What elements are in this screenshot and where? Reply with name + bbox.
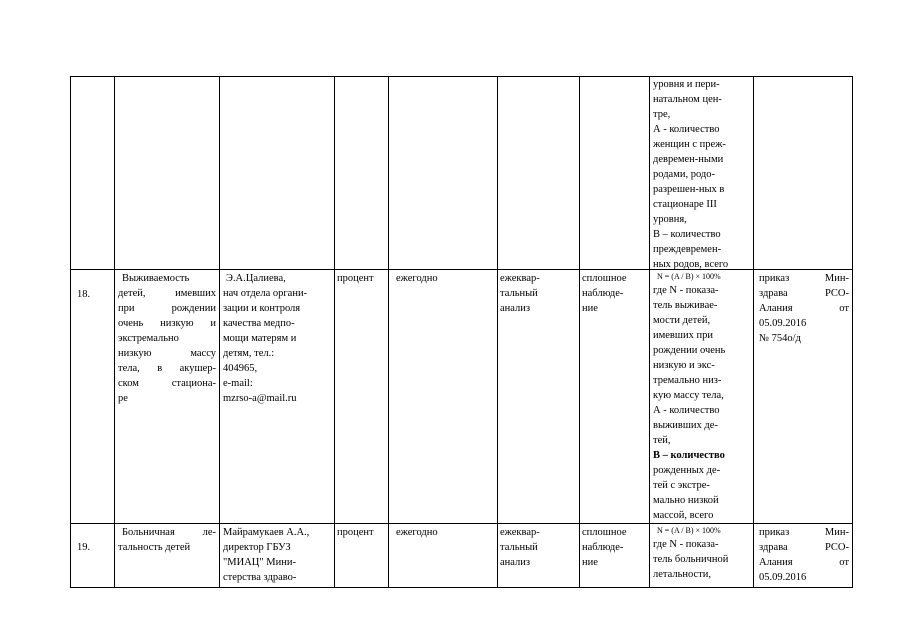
report-cell: ежеквар- тальный анализ bbox=[500, 273, 540, 314]
col-border-7 bbox=[649, 76, 650, 588]
report-cell: ежеквар- тальный анализ bbox=[500, 527, 540, 568]
responsible-person-cell: Майрамукаев А.А., директор ГБУЗ "МИАЦ" Мини- стерства здраво- bbox=[223, 527, 310, 583]
col-border-0 bbox=[70, 76, 71, 588]
col-border-8 bbox=[753, 76, 754, 588]
formula-cell: уровня и пери- натальном цен- тре, А - количество женщин с преж- девремен-ными родами, родо- разрешен-ных в стационаре III уровня, В – количество преждевремен- ных родов, всего bbox=[653, 79, 729, 270]
formula-expression: N = (A / B) × 100% bbox=[657, 526, 721, 535]
formula-cell: N = (A / B) × 100% где N - показа- тель выживае- мости детей, имевших при рождении очень низкую и экс- тремально низ- кую массу тела, А - количество выживших де- тей, В – количество рожденных де- тей с экстре- мально низкой массой, всего bbox=[653, 271, 751, 523]
col-border-1 bbox=[114, 76, 115, 588]
method-cell: сплошное наблюде- ние bbox=[582, 273, 627, 314]
table-border-bottom bbox=[70, 587, 853, 588]
legal-basis-cell: приказ Мин- здрава РСО- Алания от 05.09.2016 bbox=[759, 527, 849, 583]
row-separator-19 bbox=[70, 523, 853, 524]
unit-cell: процент bbox=[337, 273, 374, 284]
responsible-person-cell: Э.А.Цалиева, нач отдела органи- зации и контроля качества медпо- мощи матерям и детям, тел.: 404965, e-mail: mzrso-a@mail.ru bbox=[223, 271, 333, 406]
col-border-9 bbox=[852, 76, 853, 588]
frequency-cell: ежегодно bbox=[396, 527, 438, 538]
legal-basis-cell: приказ Мин- здрава РСО- Алания от 05.09.2016 № 754о/д bbox=[759, 273, 849, 344]
indicator-name-cell: Больничная ле- тальность детей bbox=[118, 527, 216, 553]
formula-expression: N = (A / B) × 100% bbox=[657, 272, 721, 281]
col-border-4 bbox=[388, 76, 389, 588]
frequency-cell: ежегодно bbox=[396, 273, 438, 284]
col-border-2 bbox=[219, 76, 220, 588]
col-border-5 bbox=[497, 76, 498, 588]
indicator-name-cell: Выживаемость детей, имевших при рождении очень низкую и экстремально низкую массу тела, в акушер- ском стациона- ре bbox=[118, 273, 216, 404]
row-number: 18. bbox=[77, 289, 91, 300]
formula-cell: N = (A / B) × 100% где N - показа- тель больничной летальности, bbox=[653, 525, 751, 582]
method-cell: сплошное наблюде- ние bbox=[582, 527, 627, 568]
col-border-6 bbox=[579, 76, 580, 588]
col-border-3 bbox=[334, 76, 335, 588]
email-text: mzrso-a@mail.ru bbox=[223, 393, 297, 404]
unit-cell: процент bbox=[337, 527, 374, 538]
row-number: 19. bbox=[77, 542, 91, 553]
